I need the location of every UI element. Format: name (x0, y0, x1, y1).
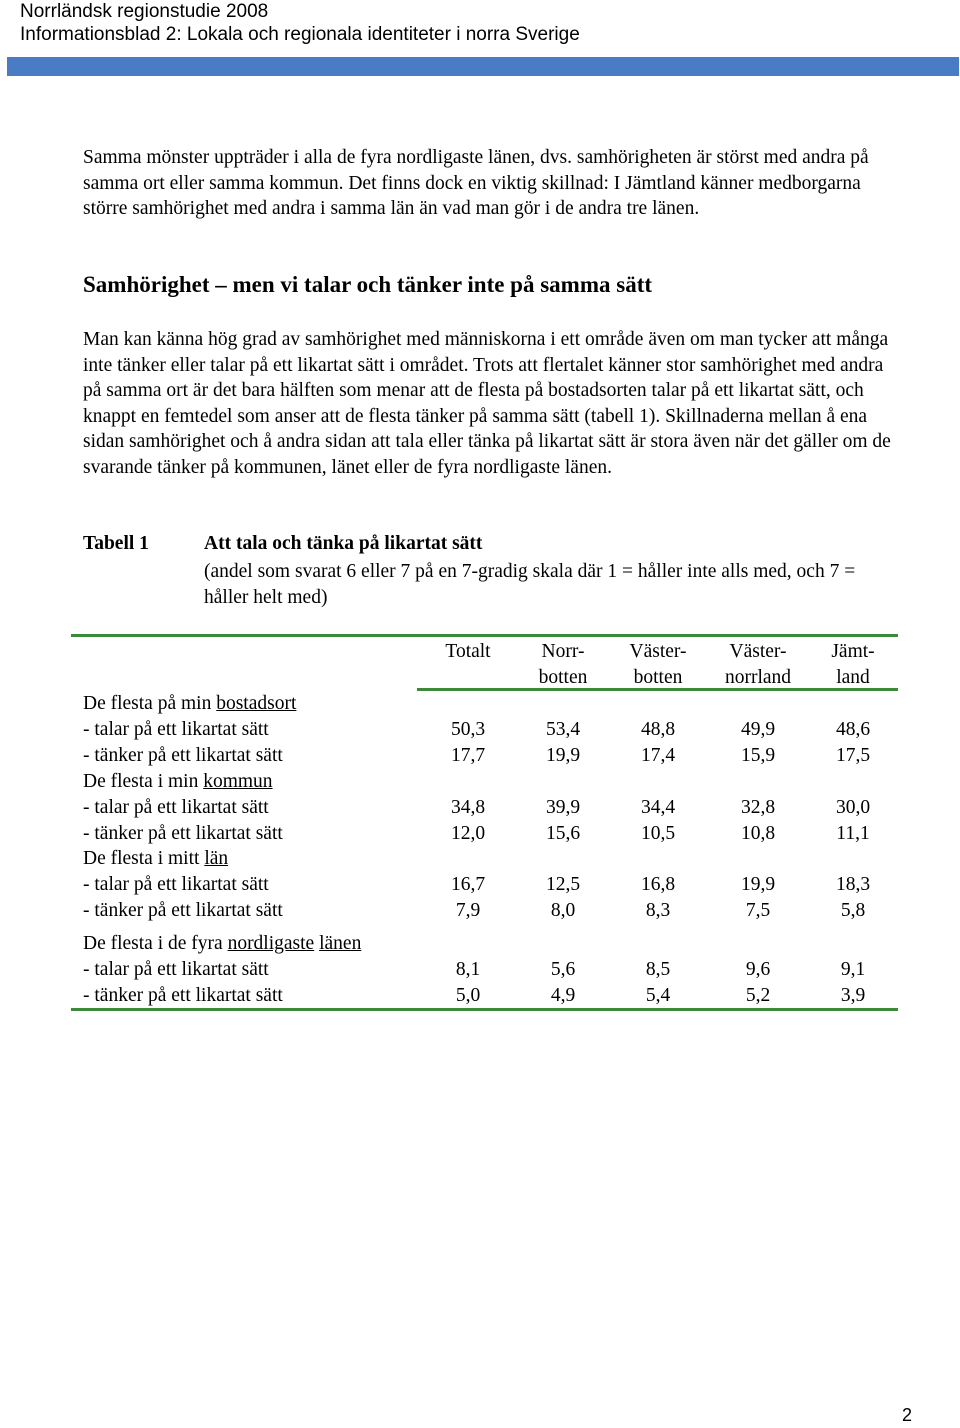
table-cell: 39,9 (545, 797, 581, 818)
group-label-keyword: länen (319, 933, 362, 954)
table-cell: 15,6 (545, 822, 581, 844)
group-label-keyword: kommun (203, 771, 273, 792)
table-row-label: - talar på ett likartat sätt (83, 797, 269, 818)
column-header-line-1: Norr- (541, 641, 585, 662)
table-row-label: - tänker på ett likartat sätt (83, 744, 283, 766)
column-header-line-2: botten (633, 667, 683, 688)
table-cell: 50,3 (450, 719, 486, 740)
column-header-line-1: Väster- (729, 641, 787, 662)
table-cell: 8,0 (550, 899, 576, 921)
table-cell: 17,5 (835, 744, 871, 766)
table-cell: 30,0 (835, 797, 871, 818)
header-line-2: Informationsblad 2: Lokala och regionala identiteter i norra Sverige (20, 24, 580, 45)
table-cell: 8,3 (645, 899, 671, 921)
table-cell: 12,5 (545, 874, 581, 895)
group-label-prefix: De flesta i min (83, 771, 204, 792)
column-header-line-2: norrland (724, 667, 792, 688)
table-cell: 19,9 (545, 744, 581, 766)
table-cell: 3,9 (840, 984, 866, 1006)
group-label (83, 691, 296, 717)
table-cell: 17,7 (450, 744, 486, 766)
table-cell: 48,6 (835, 719, 871, 740)
group-label-prefix: De flesta på min (83, 693, 217, 714)
column-header-line-2: land (836, 667, 870, 688)
column-header-line-2: botten (538, 667, 588, 688)
group-label-keyword: bostadsort (216, 693, 297, 714)
table-row-label: - talar på ett likartat sätt (83, 959, 269, 980)
table-cell: 16,7 (450, 874, 486, 895)
page-number: 2 (901, 1405, 912, 1425)
table-cell: 5,6 (550, 959, 576, 980)
table-row-label: - tänker på ett likartat sätt (83, 899, 283, 921)
table-cell: 5,8 (840, 899, 866, 921)
table-cell: 5,0 (455, 984, 481, 1006)
table-cell: 16,8 (640, 874, 676, 895)
group-label-prefix: De flesta i de fyra (83, 933, 228, 954)
group-label-prefix: De flesta i mitt (83, 848, 205, 869)
table-cell: 4,9 (550, 984, 576, 1006)
table-cell: 49,9 (740, 719, 776, 740)
header-line-1: Norrländsk regionstudie 2008 (20, 1, 269, 22)
table-cell: 7,9 (455, 899, 481, 921)
table-cell: 32,8 (740, 797, 776, 818)
group-label (83, 769, 273, 795)
table-cell: 9,6 (745, 959, 771, 980)
table-top-rule (71, 634, 898, 637)
table-cell: 10,8 (740, 822, 776, 844)
table-row-label: - talar på ett likartat sätt (83, 874, 269, 895)
table-cell: 48,8 (640, 719, 676, 740)
table-cell: 53,4 (545, 719, 581, 740)
table-cell: 9,1 (840, 959, 866, 980)
group-label (83, 931, 361, 957)
group-label (83, 846, 228, 872)
table-cell: 7,5 (745, 899, 771, 921)
group-label-keyword: nordligaste (227, 933, 315, 954)
table-cell: 5,2 (745, 984, 771, 1006)
table-row-label: - talar på ett likartat sätt (83, 719, 269, 740)
table-cell: 17,4 (640, 744, 676, 766)
group-label-keyword: län (204, 848, 229, 869)
section-heading: Samhörighet – men vi talar och tänker inte på samma sätt (83, 272, 653, 297)
table-row-label: - tänker på ett likartat sätt (83, 984, 283, 1006)
table-cell: 10,5 (640, 822, 676, 844)
intro-paragraph: Samma mönster uppträder i alla de fyra nordligaste länen, dvs. samhörigheten är störst med andra på samma ort eller samma kommun. Det finns dock en viktig skillnad: I Jämtland känner medborgarna större samhörighet med andra i samma län än vad man gör i de andra tre länen. (83, 147, 869, 220)
table-cell: 5,4 (645, 984, 671, 1006)
column-header-line-1: Jämt- (831, 641, 875, 662)
table-cell: 8,1 (455, 959, 481, 980)
table-title: Att tala och tänka på likartat sätt (204, 533, 483, 554)
table-cell: 34,4 (640, 797, 676, 818)
table-cell: 12,0 (450, 822, 486, 844)
table-cell: 19,9 (740, 874, 776, 895)
column-header-line-1: Väster- (629, 641, 687, 662)
table-cell: 34,8 (450, 797, 486, 818)
header-bar (7, 57, 959, 76)
body-paragraph: Man kan känna hög grad av samhörighet med människorna i ett område även om man tycker att många inte tänker eller talar på ett likartat sätt i området. Trots att flertalet känner stor samhörighet med andra på samma ort är det bara hälften som menar att de flesta på bostadsorten talar på ett likartat sätt, och knappt en femtedel som anser att de flesta tänker på samma sätt (tabell 1). Skillnaderna mellan å ena sidan samhörighet och å andra sidan att tala eller tänka på likartat sätt är stora även när det gäller om de svarande tänker på kommunen, länet eller de fyra nordligaste länen. (83, 329, 891, 478)
table-row-label: - tänker på ett likartat sätt (83, 822, 283, 844)
page-header (20, 0, 580, 46)
table-cell: 11,1 (836, 822, 870, 844)
table-label: Tabell 1 (83, 533, 149, 554)
table-note: (andel som svarat 6 eller 7 på en 7-gradig skala där 1 = håller inte alls med, och 7 = håller helt med) (204, 561, 856, 608)
table-cell: 8,5 (645, 959, 671, 980)
column-header (793, 639, 913, 691)
table-cell: 18,3 (835, 874, 871, 895)
table-cell: 15,9 (740, 744, 776, 766)
column-header-line-1: Totalt (445, 641, 491, 662)
